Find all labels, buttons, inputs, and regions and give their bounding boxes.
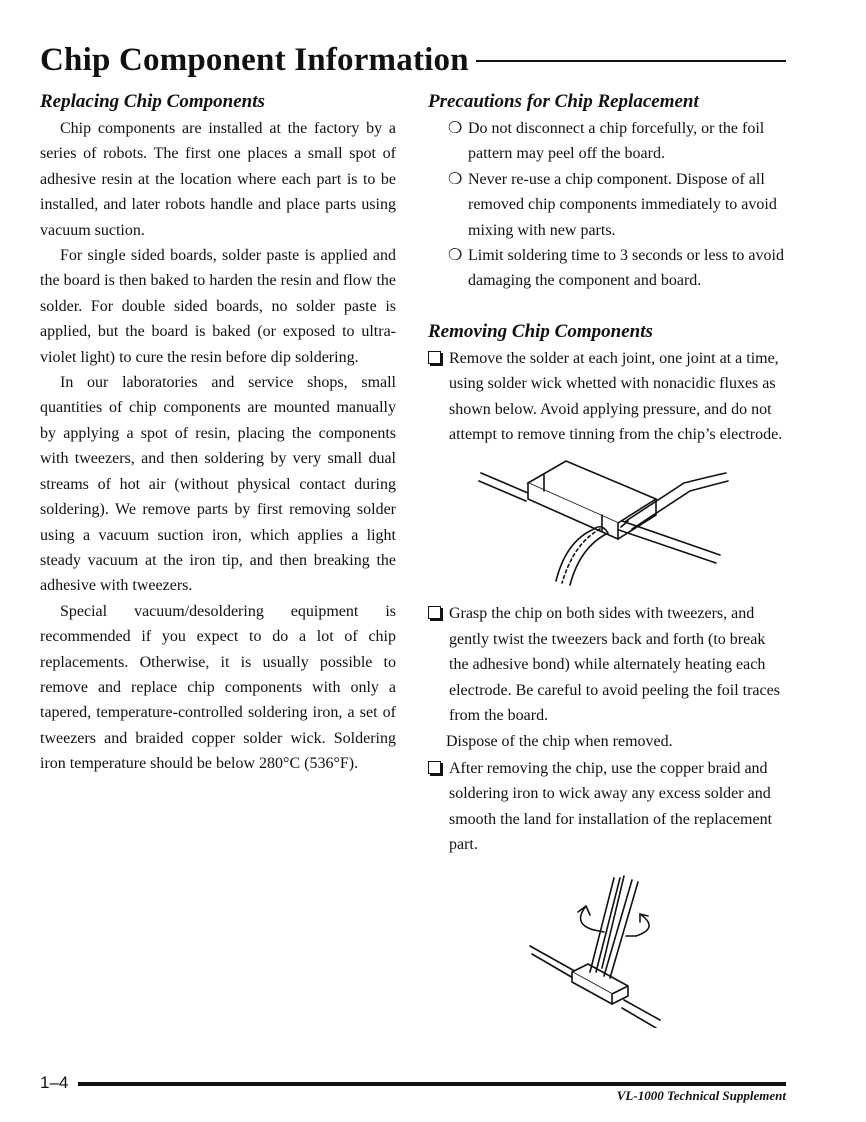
footer-rule — [78, 1082, 786, 1086]
list-item: ❍ Never re-use a chip component. Dispose of all removed chip components immediately to avoid mixing with new parts. — [428, 167, 786, 243]
list-item: ❍ Limit soldering time to 3 seconds or less to avoid damaging the component and board. — [428, 243, 786, 294]
paragraph: Special vacuum/desoldering equipment is recommended if you expect to do a lot of chip replacements. Otherwise, it is usually possible to remove and replace chip components with only a tapered, temperature-controlled soldering iron, a set of tweezers and braided copper solder wick. Soldering iron temperature should be below 280°C (536°F). — [40, 602, 396, 773]
circle-bullet-icon: ❍ — [448, 247, 463, 265]
removal-steps-list — [428, 756, 786, 858]
removal-steps-list — [428, 346, 786, 448]
list-item: Grasp the chip on both sides with tweezers, and gently twist the tweezers back and forth (to break the adhesive bond) while alternately heating each electrode. Be careful to avoid peeling the foil traces from the board. — [428, 601, 786, 728]
list-item: ❍ Do not disconnect a chip forcefully, or the foil pattern may peel off the board. — [428, 116, 786, 167]
dispose-note: Dispose of the chip when removed. — [446, 732, 673, 750]
list-item: Remove the solder at each joint, one joint at a time, using solder wick whetted with nonacidic fluxes as shown below. Avoid applying pressure, and do not attempt to remove tinning from the chip’s electrode. — [428, 346, 786, 448]
paragraph: In our laboratories and service shops, small quantities of chip components are mounted manually by applying a spot of resin, placing the components with tweezers, and then soldering by very small dual streams of hot air (without physical contact during soldering). We remove parts by first removing solder using a vacuum suction iron, which applies a light steady vacuum at the iron tip, and then breaking the adhesive with tweezers. — [40, 374, 396, 595]
page-title: Chip Component Information — [40, 42, 469, 78]
box-bullet-icon — [428, 761, 441, 774]
circle-bullet-icon: ❍ — [448, 170, 463, 188]
right-column — [428, 90, 786, 1028]
document-title: VL-1000 Technical Supplement — [616, 1088, 786, 1103]
list-item: After removing the chip, use the copper braid and soldering iron to wick away any excess solder and smooth the land for installation of the replacement part. — [428, 756, 786, 858]
section-heading-removing: Removing Chip Components — [428, 320, 653, 342]
tweezers-twist-illustration — [528, 868, 668, 1028]
section-heading-precautions: Precautions for Chip Replacement — [428, 91, 699, 112]
box-bullet-icon — [428, 606, 441, 619]
removal-steps-list — [428, 601, 786, 728]
precautions-list — [428, 116, 786, 294]
title-rule — [476, 60, 786, 62]
paragraph: Chip components are installed at the factory by a series of robots. The first one places a small spot of adhesive resin at the location where each part is to be installed, and later robots handle and place parts using vacuum suction. — [40, 120, 396, 239]
circle-bullet-icon: ❍ — [448, 120, 463, 137]
box-bullet-icon — [428, 351, 441, 364]
left-column — [40, 90, 396, 777]
solder-wick-illustration — [476, 451, 736, 591]
section-heading-replacing: Replacing Chip Components — [40, 91, 265, 112]
paragraph: For single sided boards, solder paste is applied and the board is then baked to harden the resin and flow the solder. For double sided boards, no solder paste is applied, but the board is baked (or exposed to ultra-violet light) to cure the resin before dip soldering. — [40, 247, 396, 366]
page-number: 1–4 — [40, 1073, 69, 1092]
